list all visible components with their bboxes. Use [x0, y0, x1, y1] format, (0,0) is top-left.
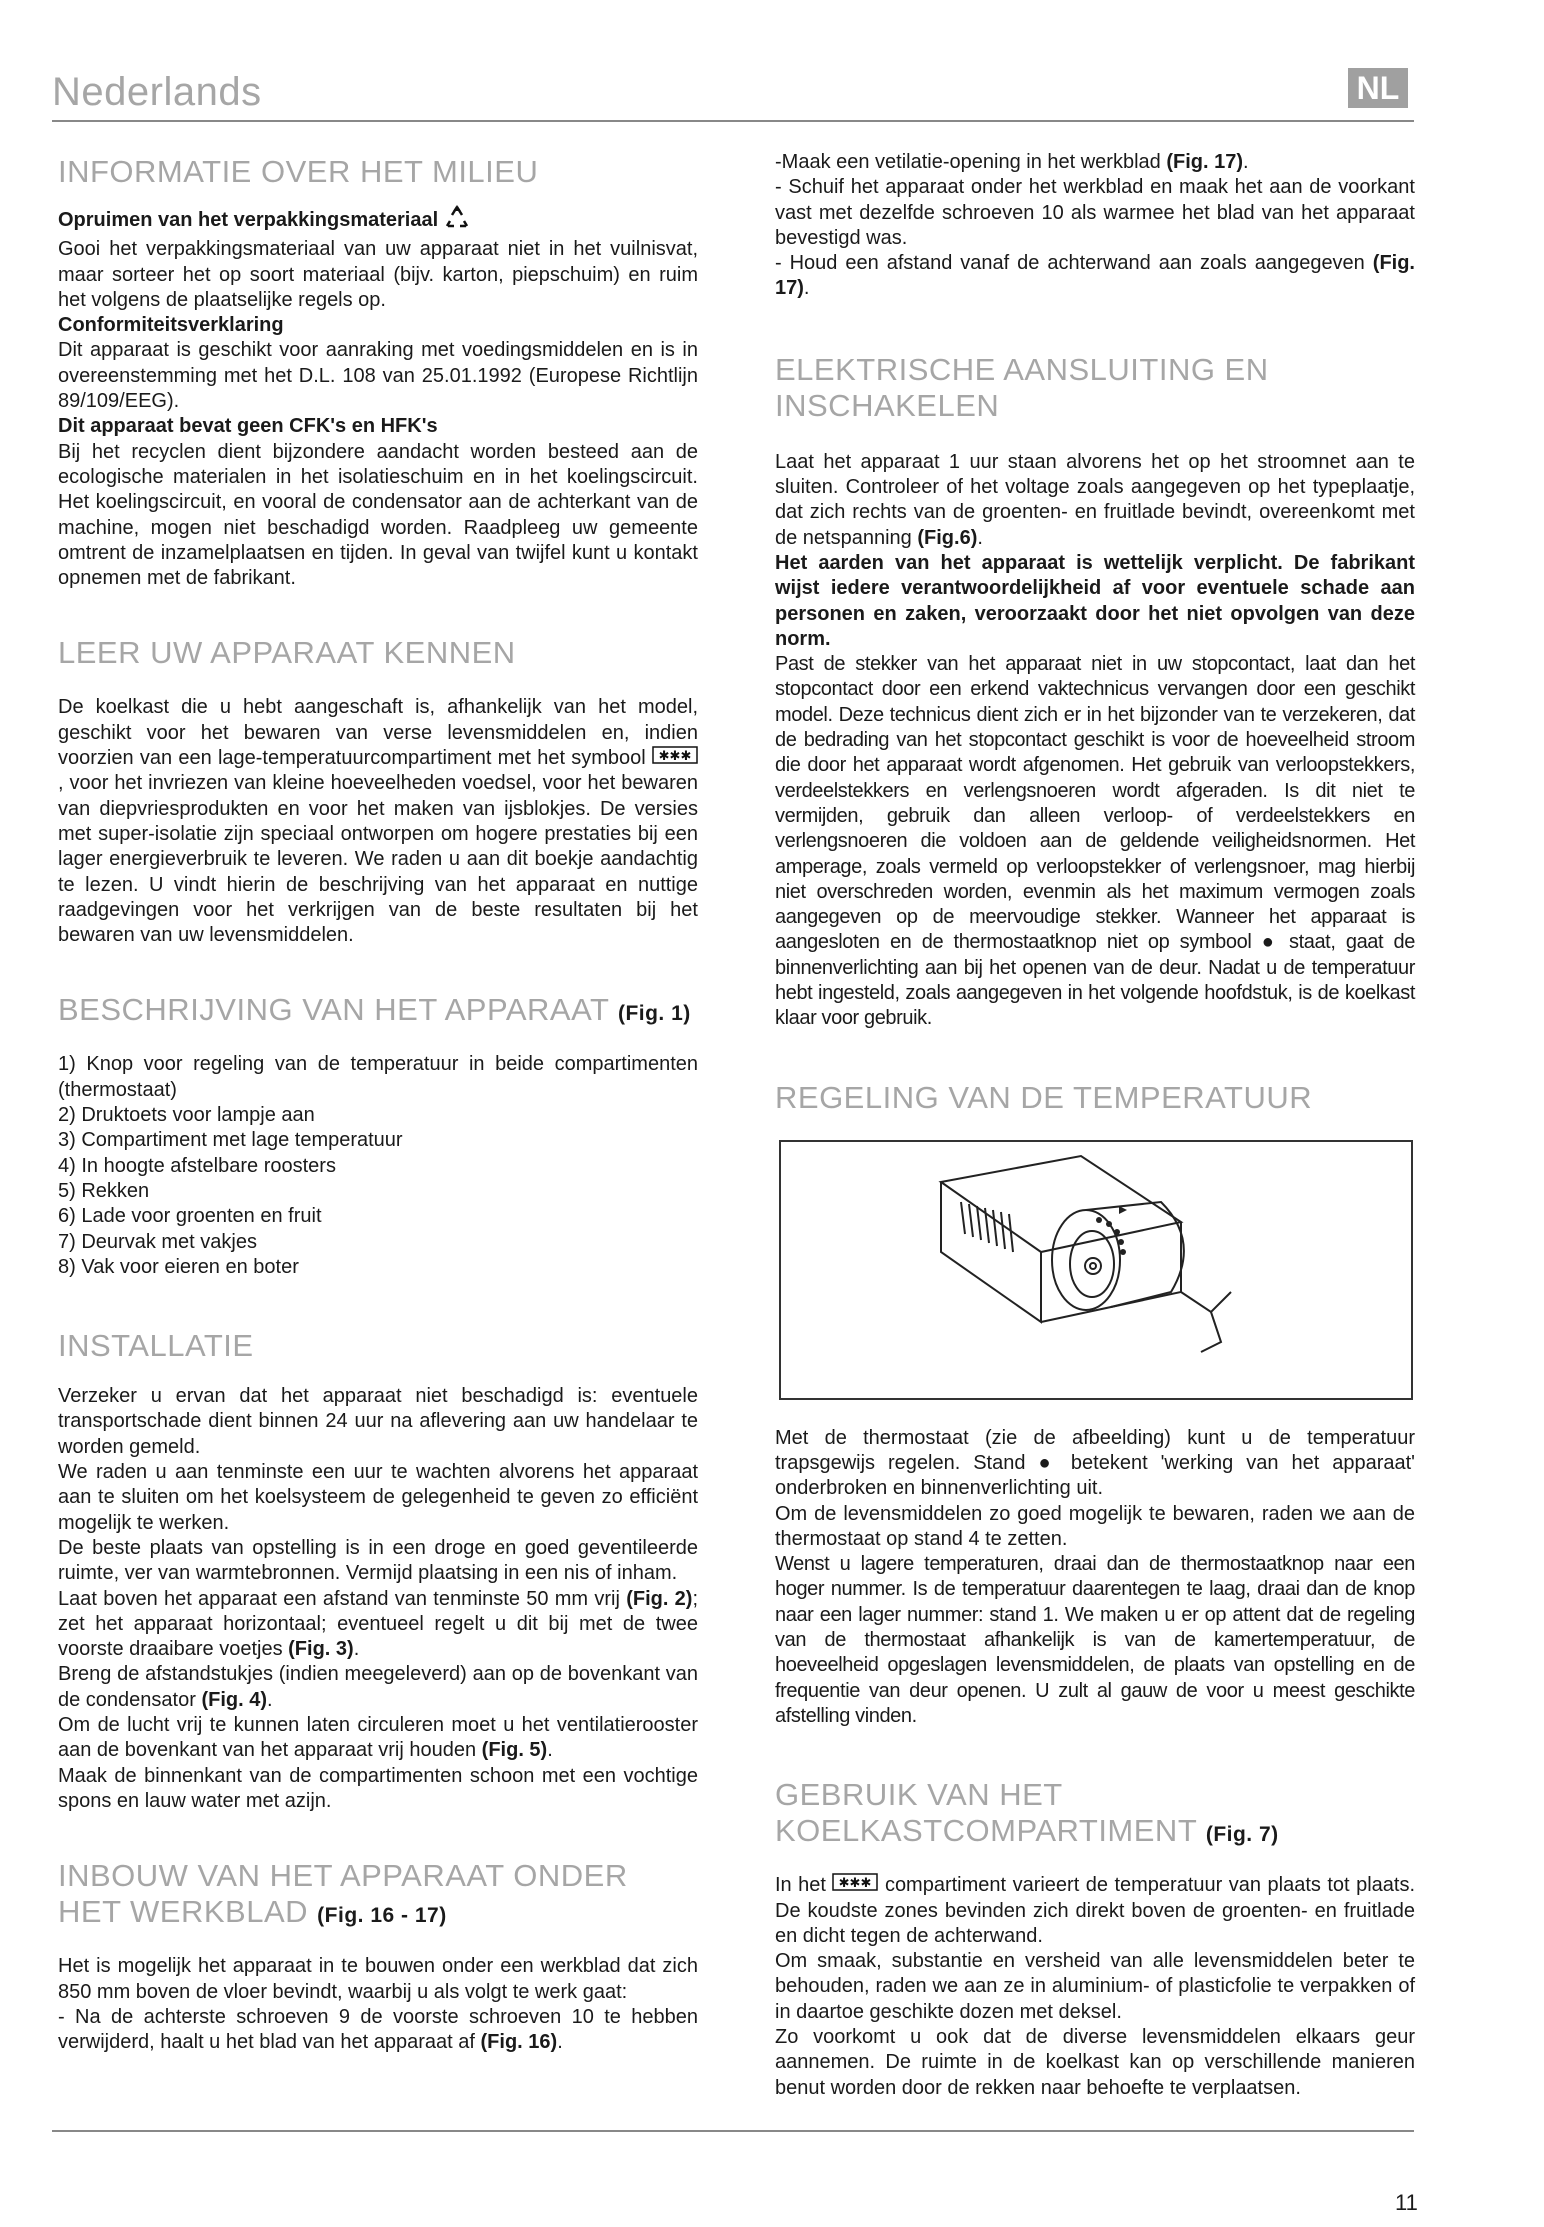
fig-ref-17a: (Fig. 17) [1166, 151, 1244, 173]
inbouw-p2-b: . [557, 2031, 563, 2054]
regeling-p1 [775, 1426, 1415, 1502]
list-item: 5) Rekken [58, 1179, 150, 1202]
recycle-icon [444, 204, 470, 237]
installatie-p5-b: . [267, 1688, 273, 1711]
list-item: 8) Vak voor eieren en boter [58, 1255, 299, 1278]
inbouw-p1: Het is mogelijk het apparaat in te bouwen onder een werkblad dat zich 850 mm boven de vloer bevindt, waarbij u als volgt te werk gaat: [58, 1955, 698, 2003]
section-title-regeling: REGELING VAN DE TEMPERATUUR [775, 1079, 1313, 1115]
gebruik-p1-b: compartiment varieert de temperatuur van plaats tot plaats. De koudste zones bevinden zich direkt boven de groenten- en fruitlade en dicht tegen de achterwand. [775, 1874, 1415, 1947]
list-item: 2) Druktoets voor lampje aan [58, 1104, 315, 1127]
inbouw-fig-ref: (Fig. 16 - 17) [317, 1904, 447, 1928]
fig-ref-16: (Fig. 16) [480, 2031, 558, 2054]
three-star-freezer-icon [652, 746, 698, 771]
elektrisch-p1-b: . [977, 526, 983, 549]
page-language-title: Nederlands [52, 70, 262, 114]
elektrisch-p1-a: Laat het apparaat 1 uur staan alvorens het op het stroomnet aan te sluiten. Controleer of het voltage zoals aangegeven op het typeplaatje, dat zich rechts van de groenten- en fruitlade bevindt, overeenkomt met de netspanning [775, 450, 1415, 549]
grounding-warning: Het aarden van het apparaat is wettelijk verplicht. De fabrikant wijst iedere verantwoordelijkheid af voor eventuele schade aan personen en zaken, veroorzaakt door het niet opvolgen van deze norm. [775, 551, 1415, 650]
svg-text:✱✱✱: ✱✱✱ [839, 1876, 872, 1892]
filled-dot-icon: ● [1038, 1451, 1058, 1474]
subheading-packaging-text: Opruimen van het verpakkingsmateriaal [58, 208, 439, 231]
kennen-text-b: , voor het invriezen van kleine hoeveelheden voedsel, voor het bewaren van diepvriesprodukten en voor het maken van ijsblokjes. De versies met super-isolatie zijn speciaal ontworpen om hogere prestaties bij een lager energieverbruik te leveren. We raden u aan dit boekje aandachtig te lezen. U vindt hierin de beschrijving van het apparaat en nuttige raadgevingen voor het verkrijgen van de beste resultaten bij het bewaren van uw levensmiddelen. [58, 772, 698, 947]
installatie-p4 [58, 1587, 698, 1663]
inbouw-cont-p1 [775, 150, 1415, 175]
beschrijving-fig-ref: (Fig. 1) [617, 1002, 691, 1026]
inbouw-title-text: INBOUW VAN HET APPARAAT ONDER HET WERKBLAD [58, 1858, 628, 1930]
conformity-text: Dit apparaat is geschikt voor aanraking met voedingsmiddelen en is in overeenstemming met het D.L. 108 van 25.01.1992 (Europese Richtlijn 89/109/EEG). [58, 339, 698, 413]
inbouw-cont-p1-b: . [1243, 151, 1249, 173]
section-title-milieu: INFORMATIE OVER HET MILIEU [58, 154, 539, 189]
regeling-p1-a: Met de thermostaat (zie de afbeelding) kunt u de temperatuur trapsgewijs regelen. Stand [775, 1426, 1415, 1474]
inbouw-p2-a: - Na de achterste schroeven 9 de voorste schroeven 10 te hebben verwijderd, haalt u het blad van het apparaat af [58, 2005, 698, 2054]
inbouw-cont-p3-b: . [803, 277, 810, 300]
list-item: 7) Deurvak met vakjes [58, 1230, 257, 1253]
left-column [58, 150, 698, 2055]
section-title-inbouw [58, 1858, 698, 1934]
installatie-p4-a: Laat boven het apparaat een afstand van tenminste 50 mm vrij [58, 1587, 620, 1610]
regeling-p3: Wenst u lagere temperaturen, draai dan de thermostaatknop naar een hoger nummer. Is de temperatuur daarentegen te laag, draai dan de knop naar een lager nummer: stand 1. We maken u er op attent dat de regeling van de thermostaat afhankelijk is van de kamertemperatuur, de hoeveelheid opgeslagen levensmiddelen, de plaats van opstelling en de frequentie van deur openen. U zult al gauw de voor u meest geschikte afstelling vinden. [775, 1553, 1415, 1727]
elektrisch-title-l2: INSCHAKELEN [775, 387, 1000, 423]
inbouw-cont-p2: - Schuif het apparaat onder het werkblad en maak het aan de voorkant vast met dezelfde schroeven 10 als warmee het blad van het apparaat bevestigd was. [775, 176, 1415, 249]
section-title-installatie: INSTALLATIE [58, 1328, 254, 1364]
filled-dot-off-icon: ● [1261, 931, 1279, 954]
inbouw-p2 [58, 2005, 698, 2056]
kennen-text-a: De koelkast die u hebt aangeschaft is, afhankelijk van het model, geschikt voor het bewaren van verse levensmiddelen en, indien voorzien van een lage-temperatuurcompartiment met het symbool [58, 696, 698, 770]
thermostat-illustration [779, 1140, 1413, 1400]
gebruik-p3: Zo voorkomt u ook dat de diverse levensmiddelen elkaars geur aannemen. De ruimte in de koelkast kan op verschillende manieren benut worden door de rekken naar behoefte te verplaatsen. [775, 2026, 1415, 2099]
subheading-packaging [58, 204, 698, 237]
list-item: 3) Compartiment met lage temperatuur [58, 1129, 403, 1152]
gebruik-fig-ref: (Fig. 7) [1205, 1823, 1279, 1847]
regeling-p2: Om de levensmiddelen zo goed mogelijk te bewaren, raden we aan de thermostaat op stand 4 te zetten. [775, 1502, 1415, 1550]
gebruik-p2: Om smaak, substantie en versheid van alle levensmiddelen beter te behouden, raden we aan ze in aluminium- of plasticfolie te verpakken of in daartoe geschikte dozen met deksel. [775, 1950, 1415, 2023]
subheading-conformity: Conformiteitsverklaring [58, 314, 284, 337]
installatie-p6-a: Om de lucht vrij te kunnen laten circuleren moet u het ventilatierooster aan de bovenkant van het apparaat vrij houden [58, 1714, 698, 1762]
section-title-elektrisch [775, 352, 1415, 424]
parts-list [58, 1052, 698, 1280]
elektrisch-title-l1: ELEKTRISCHE AANSLUITING EN [775, 351, 1269, 387]
fig-ref-6: (Fig.6) [917, 526, 978, 549]
gebruik-p1 [775, 1873, 1415, 1949]
section-title-gebruik [775, 1777, 1415, 1853]
svg-text:✱✱✱: ✱✱✱ [658, 749, 692, 765]
beschrijving-title-text: BESCHRIJVING VAN HET APPARAAT [58, 992, 609, 1028]
gebruik-p1-a: In het [775, 1874, 826, 1897]
footer-rule [52, 2130, 1414, 2132]
installatie-p2: We raden u aan tenminste een uur te wachten alvorens het apparaat aan te sluiten om het koelsysteem de gelegenheid te geven zo efficiënt mogelijk te werken. [58, 1461, 698, 1534]
installatie-p4-b: ; zet het apparaat horizontaal; eventueel regelt u dit bij met de twee voorste draaibare voetjes [58, 1587, 699, 1661]
section-title-kennen: LEER UW APPARAAT KENNEN [58, 635, 516, 671]
list-item: 6) Lade voor groenten en fruit [58, 1205, 322, 1228]
regeling-p1-b: betekent 'werking van het apparaat' onderbroken en binnenverlichting uit. [775, 1451, 1415, 1500]
fig-ref-3: (Fig. 3) [288, 1638, 354, 1661]
elektrisch-p2 [775, 652, 1415, 1031]
kennen-text [58, 695, 698, 948]
fig-ref-4: (Fig. 4) [201, 1688, 267, 1711]
list-item: 4) In hoogte afstelbare roosters [58, 1154, 336, 1177]
fig-ref-5: (Fig. 5) [481, 1739, 548, 1762]
installatie-p5 [58, 1662, 698, 1713]
fig-ref-2: (Fig. 2) [626, 1587, 693, 1610]
installatie-p5-a: Breng de afstandstukjes (indien meegeleverd) aan op de bovenkant van de condensator [58, 1663, 698, 1711]
installatie-p6-b: . [547, 1739, 553, 1762]
section-title-beschrijving [58, 992, 698, 1032]
page-number: 11 [1395, 2190, 1418, 2215]
fig-ref-17b: (Fig. 17) [775, 252, 1415, 300]
header-rule [52, 120, 1414, 122]
packaging-text: Gooi het verpakkingsmateriaal van uw apparaat niet in het vuilnisvat, maar sorteer het op soort materiaal (bijv. karton, piepschuim) en ruim het volgens de plaatselijke regels op. [58, 238, 698, 311]
installatie-p7: Maak de binnenkant van de compartimenten schoon met een vochtige spons en lauw water met azijn. [58, 1764, 698, 1812]
right-column [775, 150, 1415, 2101]
list-item: 1) Knop voor regeling van de temperatuur in beide compartimenten (thermostaat) [58, 1053, 698, 1101]
inbouw-cont-p1-a: -Maak een vetilatie-opening in het werkblad [775, 151, 1161, 173]
installatie-p6 [58, 1713, 698, 1764]
elektrisch-p1 [775, 450, 1415, 551]
gebruik-title-l2: KOELKASTCOMPARTIMENT [775, 1813, 1197, 1849]
installatie-p3: De beste plaats van opstelling is in een droge en goed geventileerde ruimte, ver van warmtebronnen. Vermijd plaatsing in een nis of inham. [58, 1536, 698, 1585]
installatie-p4-c: . [353, 1638, 360, 1661]
installatie-p1: Verzeker u ervan dat het apparaat niet beschadigd is: eventuele transportschade dient binnen 24 uur na aflevering aan uw handelaar te worden gemeld. [58, 1385, 698, 1458]
elektrisch-p2-a: Past de stekker van het apparaat niet in uw stopcontact, laat dan het stopcontact door een erkend vaktechnicus vervangen door een geschikt model. Deze technicus dient zich er in het bijzonder van te verzekeren, dat de bedrading van het stopcontact geschikt is voor de hoeveelheid stroom die door het apparaat wordt afgenomen. Het gebruik van verloopstekkers, verdeelstekkers en verlengsnoeren wordt afgeraden. Is dit niet te vermijden, gebruik dan alleen verloop- of verdeelstekkers en verlengsnoeren die voldoen aan de geldende veiligheidsnormen. Het amperage, zoals vermeld op verloopstekker of verlengsnoer, mag hierbij niet overschreden worden, evenmin als het maximum vermogen zoals aangegeven op de meervoudige stekker. Wanneer het apparaat is aangesloten en de thermostaatknop niet op symbool [775, 653, 1415, 954]
inbouw-cont-p3-a: - Houd een afstand vanaf de achterwand aan zoals aangegeven [775, 252, 1365, 275]
three-star-freezer-icon [832, 1873, 878, 1898]
gebruik-title-l1: GEBRUIK VAN HET [775, 1777, 1063, 1813]
cfk-text: Bij het recyclen dient bijzondere aandacht worden besteed aan de ecologische materialen in het isolatieschuim en in het koelingscircuit. Het koelingscircuit, en vooral de condensator aan de achterkant van de machine, mogen niet beschadigd worden. Raadpleeg uw gemeente omtrent de inzamelplaatsen en tijden. In geval van twijfel kunt u kontakt opnemen met de fabrikant. [58, 440, 698, 590]
inbouw-cont-p3 [775, 251, 1415, 302]
subheading-cfk: Dit apparaat bevat geen CFK's en HFK's [58, 415, 438, 438]
language-badge: NL [1348, 68, 1408, 108]
elektrisch-p2-b: staat, gaat de binnenverlichting aan bij het openen van de deur. Nadat u de temperatuur hebt ingesteld, zoals aangegeven in het volgende hoofdstuk, is de koelkast klaar voor gebruik. [775, 931, 1415, 1030]
